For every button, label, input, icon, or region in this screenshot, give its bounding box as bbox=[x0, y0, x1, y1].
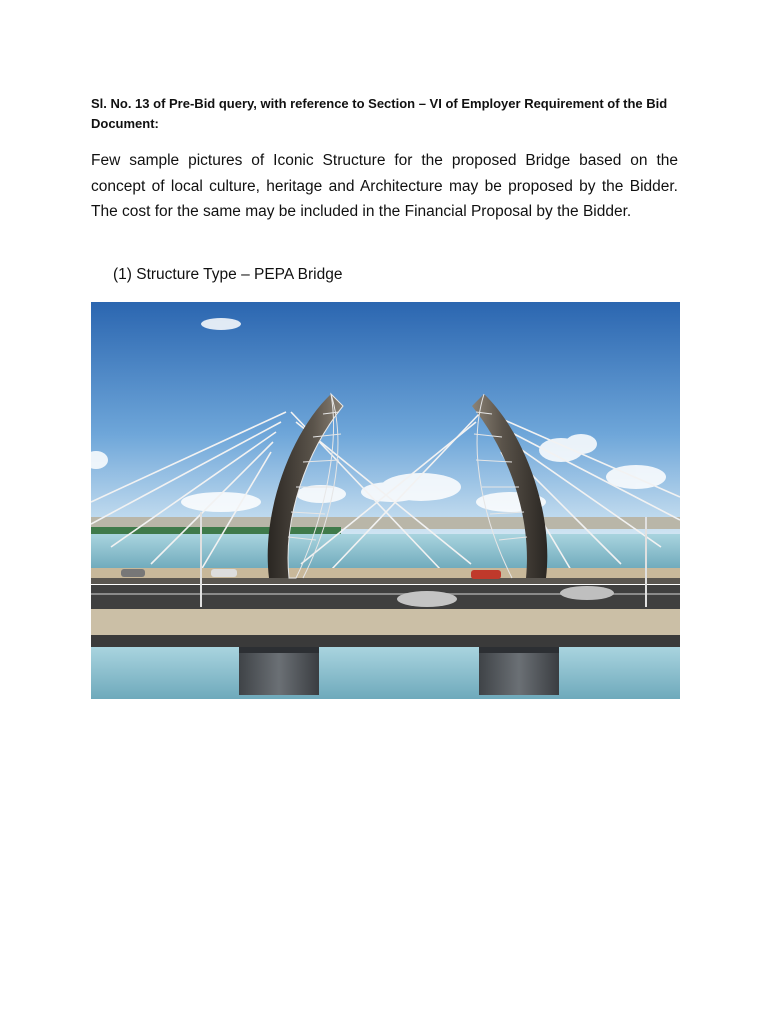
figure-caption: (1) Structure Type – PEPA Bridge bbox=[113, 266, 343, 283]
upper-deck bbox=[91, 568, 680, 578]
deck-fascia bbox=[91, 609, 680, 635]
deck-underside bbox=[91, 635, 680, 647]
bridge-image bbox=[91, 302, 680, 699]
query-heading: Sl. No. 13 of Pre-Bid query, with reference to Section – VI of Employer Requirement of the Bid Document: bbox=[91, 96, 668, 131]
upper-deck-edge bbox=[91, 578, 680, 584]
river-far bbox=[91, 534, 680, 570]
river-near bbox=[91, 647, 680, 699]
sky bbox=[91, 302, 680, 542]
bridge-illustration bbox=[91, 302, 680, 699]
description-paragraph: Few sample pictures of Iconic Structure for the proposed Bridge based on the concept of local culture, heritage and Architecture may be proposed by the Bidder. The cost for the same may be included in the Financial Proposal by the Bidder. bbox=[91, 152, 678, 220]
